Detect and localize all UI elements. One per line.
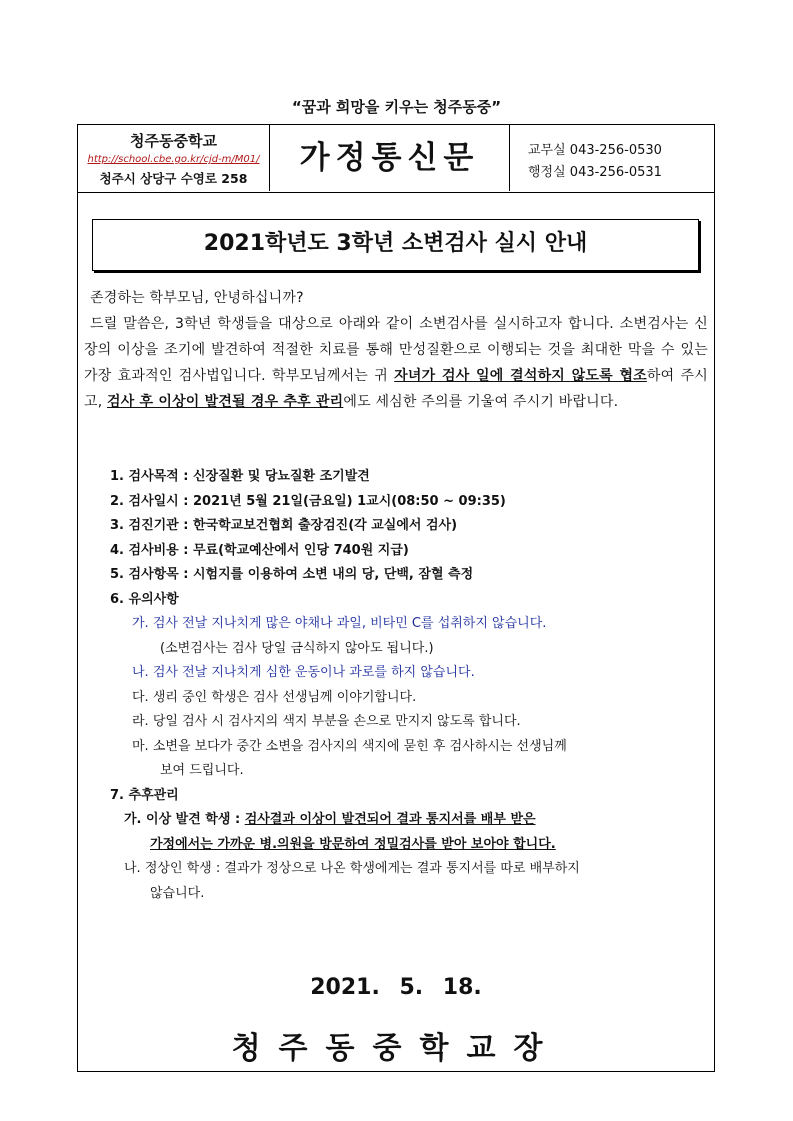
precaution-e: 마. 소변을 보다가 중간 소변을 검사지의 색지에 묻힌 후 검사하시는 선생님께: [132, 738, 567, 754]
precaution-e-cont: 보여 드립니다.: [160, 763, 244, 778]
item-followup: 7. 추후관리: [110, 787, 179, 803]
phone-admin: 교무실 043-256-0530: [528, 143, 662, 158]
item-datetime: 2. 검사일시 : 2021년 5월 21일(금요일) 1교시(08:50 ~ 09:35): [110, 493, 506, 509]
school-info: [78, 125, 270, 191]
greeting: 존경하는 학부모님, 안녕하십니까?: [90, 290, 304, 306]
item-list: [110, 465, 700, 906]
intro-end: 에도 세심한 주의를 기울여 주시기 바랍니다.: [343, 394, 619, 410]
header: [78, 125, 714, 193]
followup-a-label: 가. 이상 발견 학생 :: [124, 812, 245, 827]
followup-a-text: 검사결과 이상이 발견되어 결과 통지서를 배부 받은: [244, 812, 536, 827]
precaution-b: 나. 검사 전날 지나치게 심한 운동이나 과로를 하지 않습니다.: [132, 665, 475, 680]
precaution-a: 가. 검사 전날 지나치게 많은 야채나 과일, 비타민 C를 섭취하지 않습니다.: [132, 616, 547, 631]
emphasis-followup: 검사 후 이상이 발견될 경우 추후 관리: [107, 394, 344, 410]
followup-b-cont: 않습니다.: [150, 885, 205, 901]
item-institution: 3. 검진기관 : 한국학교보건협회 출장검진(각 교실에서 검사): [110, 518, 458, 533]
intro-section: [84, 285, 708, 415]
precaution-a-note: (소변검사는 검사 당일 금식하지 않아도 됩니다.): [160, 640, 434, 656]
followup-b: 나. 정상인 학생 : 결과가 정상으로 나온 학생에게는 결과 통지서를 따로 배부하지: [124, 861, 580, 876]
phone-office: 행정실 043-256-0531: [528, 165, 662, 180]
notice-title-box: [92, 219, 699, 271]
item-cost: 4. 검사비용 : 무료(학교예산에서 인당 740원 지급): [110, 542, 409, 558]
intro-paragraph: [84, 311, 708, 415]
notice-title: 2021학년도 3학년 소변검사 실시 안내: [203, 231, 588, 256]
item-precautions: 6. 유의사항: [110, 591, 179, 607]
issue-date: 2021. 5. 18.: [310, 975, 482, 1000]
intro-mid: 하여 주시고,: [84, 368, 709, 410]
school-slogan: “꿈과 희망을 키우는 청주동중”: [291, 98, 502, 116]
school-address: 청주시 상당구 수영로 258: [99, 171, 248, 186]
school-url-link[interactable]: http://school.cbe.go.kr/cjd-m/M01/: [87, 154, 260, 165]
item-tests: 5. 검사항목 : 시험지를 이용하여 소변 내의 당, 단백, 잠혈 측정: [110, 567, 474, 582]
newsletter-title: 가정통신문: [299, 140, 480, 176]
precaution-c: 다. 생리 중인 학생은 검사 선생님께 이야기합니다.: [132, 689, 417, 705]
contact-info: [510, 125, 714, 191]
followup-a-cont: 가정에서는 가까운 병.의원을 방문하여 정밀검사를 받아 보아야 합니다.: [150, 836, 556, 852]
precaution-d: 라. 당일 검사 시 검사지의 색지 부분을 손으로 만지지 않도록 합니다.: [132, 714, 521, 729]
principal-signature: 청주동중학교장: [231, 1031, 561, 1066]
item-purpose: 1. 검사목적 : 신장질환 및 당뇨질환 조기발견: [110, 469, 370, 484]
newsletter-frame: [77, 124, 715, 1072]
school-name: 청주동중학교: [130, 132, 217, 150]
emphasis-attendance: 자녀가 검사 일에 결석하지 않도록 협조: [394, 368, 647, 384]
intro-text: 드릴 말씀은, 3학년 학생들을 대상으로 아래와 같이 소변검사를 실시하고자 합니다. 소변검사는 신장의 이상을 조기에 발견하여 적절한 치료를 통해 만성질환으로 이행되는 것을 최대한 막을 수 있는 가장 효과적인 검사법입니다. 학부모님께서는 귀: [84, 316, 708, 384]
followup-a: [124, 808, 700, 833]
newsletter-title-cell: [270, 125, 510, 191]
